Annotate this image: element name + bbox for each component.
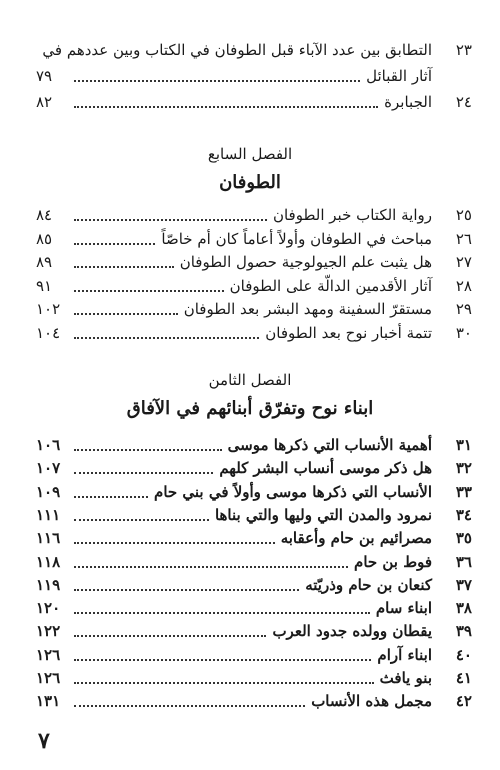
entry-number: ٤١ bbox=[455, 669, 472, 687]
entry-page: ١٣١ bbox=[36, 692, 61, 711]
entry-number: ٢٦ bbox=[455, 229, 472, 248]
entry-title: تتمة أخبار نوح بعد الطوفان bbox=[265, 323, 432, 342]
dot-leader bbox=[74, 80, 360, 82]
toc-entry bbox=[36, 573, 472, 597]
entry-title: ابناء سام bbox=[375, 599, 432, 618]
toc-entry bbox=[36, 689, 472, 713]
dot-leader bbox=[74, 449, 222, 451]
entry-page: ١١٩ bbox=[36, 575, 61, 594]
entry-title: الجبابرة bbox=[384, 93, 432, 111]
dot-leader bbox=[74, 635, 266, 637]
toc-entry bbox=[36, 321, 472, 345]
entry-page: ١٠٢ bbox=[36, 300, 61, 318]
entry-title: يقطان وولده جدود العرب bbox=[272, 622, 432, 641]
chapter8-title: ابناء نوح وتفرّق أبنائهم في الآفاق bbox=[126, 398, 374, 419]
dot-leader bbox=[74, 243, 155, 245]
toc-entry bbox=[36, 550, 472, 574]
entry-number: ٢٣ bbox=[455, 41, 472, 59]
entry-title: مباحث في الطوفان وأولاً أعاماً كان أم خاصّاً bbox=[161, 229, 432, 248]
entry-title: رواية الكتاب خبر الطوفان bbox=[272, 206, 432, 224]
entry-title: مستقرّ السفينة ومهد البشر بعد الطوفان bbox=[183, 300, 432, 318]
toc-entry bbox=[36, 456, 472, 480]
chapter7-title: الطوفان bbox=[219, 172, 281, 193]
entry-number: ٣٧ bbox=[455, 575, 472, 594]
entry-page: ١١٦ bbox=[36, 529, 61, 548]
dot-leader bbox=[74, 290, 224, 292]
entry-number: ٣٣ bbox=[455, 482, 472, 501]
dot-leader bbox=[74, 472, 213, 474]
entry-page: ٨٢ bbox=[36, 93, 53, 111]
toc-entry bbox=[36, 250, 472, 274]
chapter7-label: الفصل السابع bbox=[207, 145, 293, 163]
entry-number: ٣٨ bbox=[455, 599, 472, 618]
entry-number: ٣٦ bbox=[455, 552, 472, 571]
toc-entry bbox=[36, 480, 472, 504]
toc-entry-24 bbox=[36, 90, 472, 114]
entry-number: ٣٥ bbox=[455, 529, 472, 548]
entry-page: ١٠٧ bbox=[36, 459, 61, 478]
toc-entry bbox=[36, 596, 472, 620]
dot-leader bbox=[74, 542, 275, 544]
page-folio: ٧ bbox=[38, 728, 50, 754]
toc-entry-23-cont bbox=[36, 64, 472, 88]
entry-page: ١٢٠ bbox=[36, 599, 61, 618]
entry-title: أهمية الأنساب التي ذكرها موسى bbox=[227, 436, 432, 454]
entry-page: ١١٨ bbox=[36, 552, 61, 571]
dot-leader bbox=[74, 266, 174, 268]
entry-page: ٨٤ bbox=[36, 206, 53, 224]
entry-title: مجمل هذه الأنساب bbox=[311, 692, 432, 711]
dot-leader bbox=[74, 496, 148, 498]
entry-page: ١٠٦ bbox=[36, 436, 61, 454]
toc-entry bbox=[36, 227, 472, 251]
entry-number: ٣٠ bbox=[455, 323, 472, 342]
toc-entry bbox=[36, 643, 472, 667]
entry-number: ٢٧ bbox=[455, 253, 472, 271]
entry-title: كنعان بن حام وذريّته bbox=[305, 575, 432, 594]
dot-leader bbox=[74, 705, 305, 707]
entry-title: هل ذكر موسى أنساب البشر كلهم bbox=[219, 459, 432, 478]
toc-entry bbox=[36, 433, 472, 457]
dot-leader bbox=[74, 566, 348, 568]
entry-page: ١٢٦ bbox=[36, 669, 61, 687]
toc-entry bbox=[36, 526, 472, 550]
entry-page: ١٢٢ bbox=[36, 622, 61, 641]
dot-leader bbox=[74, 589, 299, 591]
entry-number: ٢٨ bbox=[455, 276, 472, 295]
entry-number: ٣٩ bbox=[455, 622, 472, 641]
entry-title: ابناء آرام bbox=[377, 645, 432, 664]
entry-page: ٩١ bbox=[36, 276, 53, 295]
entry-title: مصرائيم بن حام وأعقابه bbox=[280, 529, 432, 548]
chapter8-label: الفصل الثامن bbox=[208, 371, 292, 389]
toc-entry bbox=[36, 619, 472, 643]
entry-title: فوط بن حام bbox=[354, 552, 432, 571]
toc-entry bbox=[36, 503, 472, 527]
dot-leader bbox=[74, 106, 378, 108]
entry-title: نمرود والمدن التي وليها والتي بناها bbox=[214, 505, 432, 524]
entry-title: الأنساب التي ذكرها موسى وأولاً في بني حام bbox=[154, 482, 432, 501]
dot-leader bbox=[74, 682, 374, 684]
entry-title: آثار الأقدمين الدالّة على الطوفان bbox=[229, 276, 432, 295]
entry-page: ١٢٦ bbox=[36, 645, 61, 664]
entry-title-continued: آثار القبائل bbox=[366, 67, 432, 85]
dot-leader bbox=[74, 519, 209, 521]
dot-leader bbox=[74, 337, 259, 339]
entry-page: ٨٥ bbox=[36, 229, 53, 248]
entry-number: ٢٤ bbox=[455, 93, 472, 111]
entry-page: ١١١ bbox=[36, 505, 61, 524]
entry-number: ٣٢ bbox=[455, 459, 472, 478]
entry-page: ١٠٩ bbox=[36, 482, 61, 501]
entry-page: ٨٩ bbox=[36, 253, 53, 271]
toc-entry bbox=[36, 666, 472, 690]
entry-page: ١٠٤ bbox=[36, 323, 61, 342]
entry-number: ٣١ bbox=[455, 436, 472, 454]
entry-number: ٤٢ bbox=[455, 692, 472, 711]
toc-entry bbox=[36, 297, 472, 321]
entry-title: هل يثبت علم الجيولوجية حصول الطوفان bbox=[179, 253, 432, 271]
dot-leader bbox=[74, 219, 267, 221]
dot-leader bbox=[74, 313, 178, 315]
entry-page: ٧٩ bbox=[36, 67, 53, 85]
entry-number: ٢٥ bbox=[455, 206, 472, 224]
dot-leader bbox=[74, 612, 370, 614]
entry-title: التطابق بين عدد الآباء قبل الطوفان في الكتاب وبين عددهم في bbox=[42, 41, 432, 59]
toc-entry bbox=[36, 274, 472, 298]
entry-number: ٣٤ bbox=[455, 505, 472, 524]
entry-title: بنو يافث bbox=[379, 669, 432, 687]
entry-number: ٤٠ bbox=[455, 645, 472, 664]
dot-leader bbox=[74, 659, 371, 661]
entry-number: ٢٩ bbox=[455, 300, 472, 318]
toc-entry-23 bbox=[36, 38, 472, 62]
toc-entry bbox=[36, 203, 472, 227]
